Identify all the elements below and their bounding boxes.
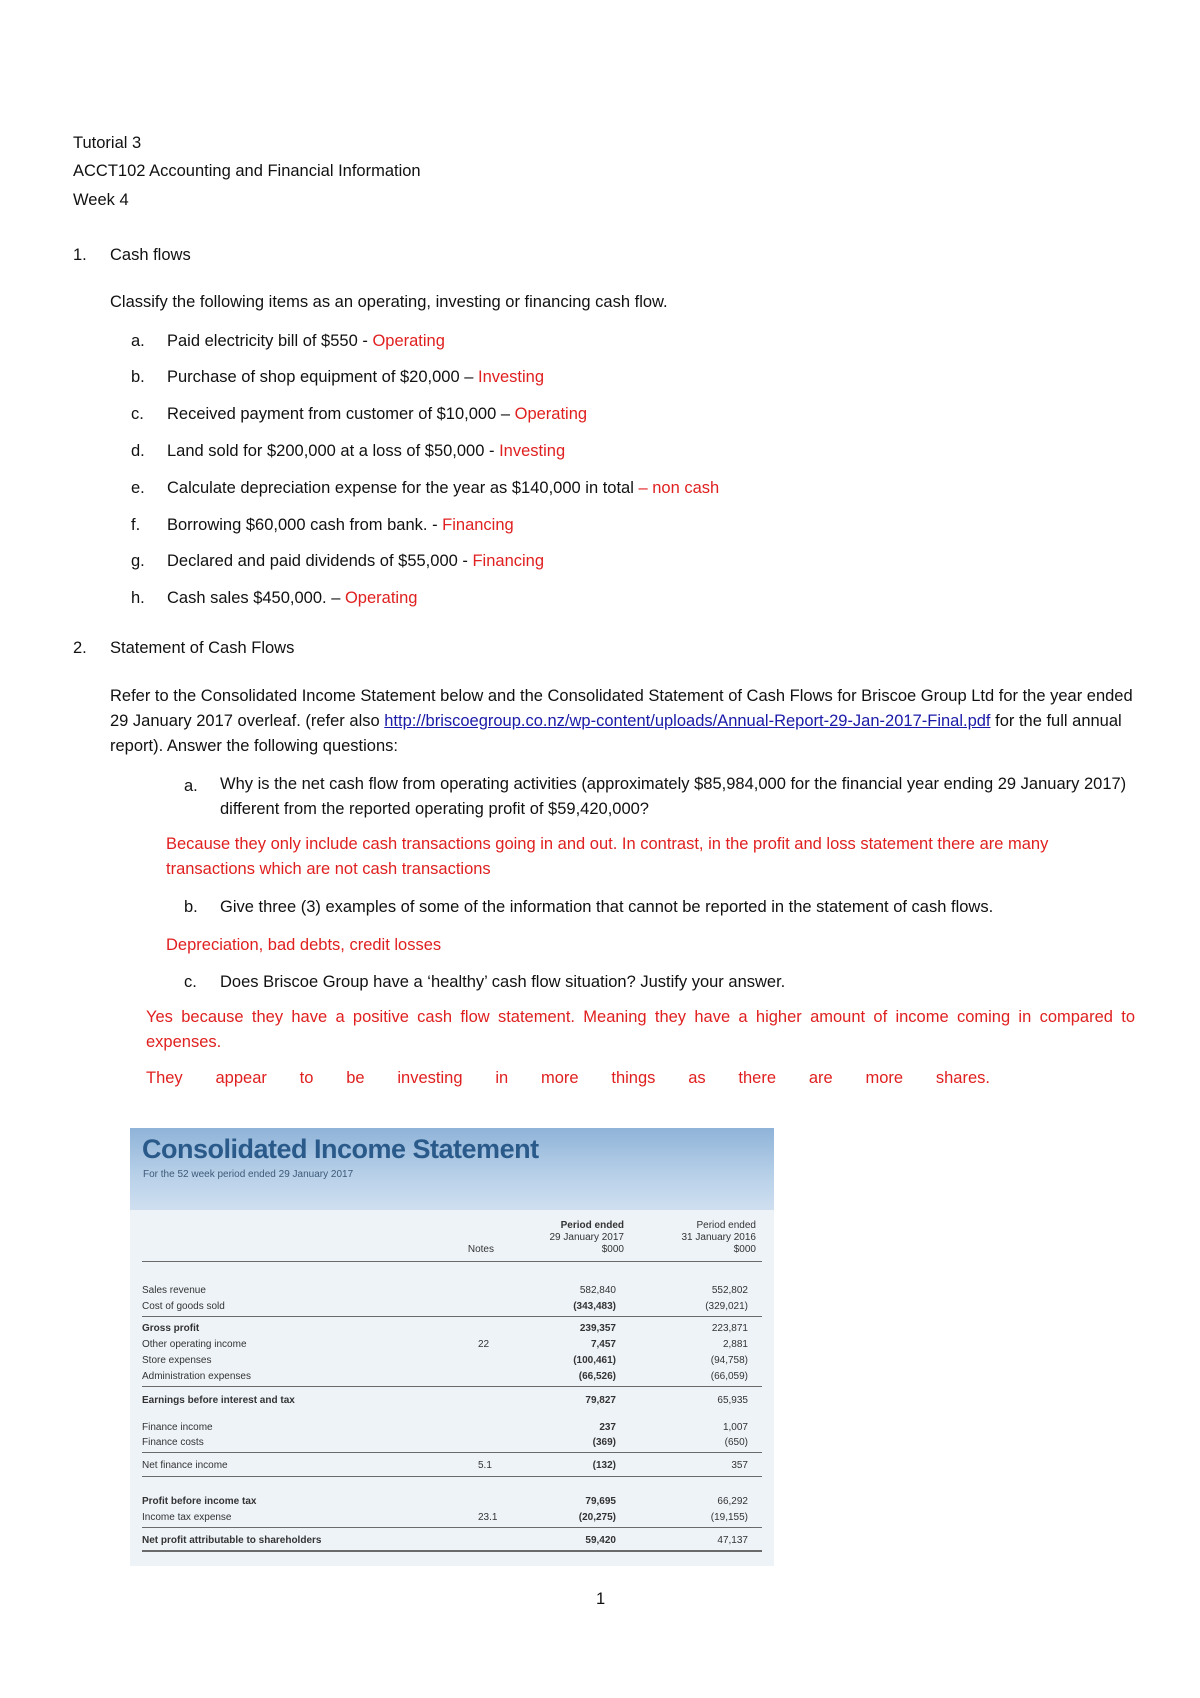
question-c-letter: c. xyxy=(184,973,197,991)
item-text: Purchase of shop equipment of $20,000 – xyxy=(167,368,478,386)
answer-a: Because they only include cash transactions going in and out. In contrast, in the profit and loss statement there are many transactions which are not cash transactions xyxy=(166,835,1049,878)
list-item xyxy=(131,403,587,425)
table-row: Earnings before interest and tax 79,827 65,935 xyxy=(142,1395,748,1406)
section2-title: Statement of Cash Flows xyxy=(110,639,295,657)
table-row: Sales revenue 582,840 552,802 xyxy=(142,1285,748,1296)
item-text: Received payment from customer of $10,000 – xyxy=(167,405,515,423)
table-divider xyxy=(142,1261,762,1262)
table-row: Finance income 237 1,007 xyxy=(142,1422,748,1433)
list-item xyxy=(131,477,719,499)
item-answer: Financing xyxy=(442,516,514,534)
list-item xyxy=(131,330,445,352)
item-answer: Investing xyxy=(477,368,545,386)
item-text: Cash sales $450,000. – xyxy=(167,589,345,607)
item-letter: a. xyxy=(131,332,145,350)
col-notes-header: Notes xyxy=(467,1244,494,1255)
item-text: Declared and paid dividends of $55,000 - xyxy=(167,552,473,570)
table-row: Other operating income 22 7,457 2,881 xyxy=(142,1339,748,1350)
page-number: 1 xyxy=(596,1590,606,1608)
col-2017-header: Period ended 29 January 2017 $000 xyxy=(549,1220,624,1255)
item-text: Borrowing $60,000 cash from bank. - xyxy=(167,516,443,534)
intro-text-end: for the full annual report). Answer the following questions: xyxy=(110,712,1122,755)
table-row: Cost of goods sold (343,483) (329,021) xyxy=(142,1301,748,1312)
section1-number: 1. xyxy=(73,246,87,264)
table-row: Finance costs (369) (650) xyxy=(142,1437,748,1448)
item-answer: Financing xyxy=(472,552,545,570)
question-c-text: Does Briscoe Group have a ‘healthy’ cash flow situation? Justify your answer. xyxy=(220,973,786,991)
item-letter: b. xyxy=(131,368,145,386)
list-item xyxy=(131,514,514,536)
item-letter: e. xyxy=(131,479,145,497)
table-divider xyxy=(142,1452,762,1453)
table-divider xyxy=(142,1550,762,1552)
table-divider xyxy=(142,1316,762,1317)
item-letter: h. xyxy=(131,589,145,607)
intro-text: Refer to the Consolidated Income Statement below and the Consolidated Statement of Cash Flows for Briscoe Group Ltd for the year ended 29 January 2017 overleaf. (refer also xyxy=(110,687,1133,730)
income-statement-banner xyxy=(130,1128,774,1210)
section1-instruction: Classify the following items as an operating, investing or financing cash flow. xyxy=(110,293,668,311)
answer-b: Depreciation, bad debts, credit losses xyxy=(166,936,442,954)
question-a-letter: a. xyxy=(184,777,198,795)
table-row: Administration expenses (66,526) (66,059) xyxy=(142,1371,748,1382)
item-answer: Operating xyxy=(514,405,588,423)
item-answer: Investing xyxy=(499,442,566,460)
answer-c-1: Yes because they have a positive cash flow statement. Meaning they have a higher amount of income coming in compared to expenses. xyxy=(146,1008,1135,1051)
table-row: Gross profit 239,357 223,871 xyxy=(142,1323,748,1334)
course-title: ACCT102 Accounting and Financial Information xyxy=(73,162,421,180)
table-row: Net profit attributable to shareholders 59,420 47,137 xyxy=(142,1535,748,1546)
item-letter: c. xyxy=(131,405,144,423)
item-text: Land sold for $200,000 at a loss of $50,000 - xyxy=(167,442,500,460)
question-a-text: Why is the net cash flow from operating activities (approximately $85,984,000 for the financial year ending 29 January 2017) different from the reported operating profit of $59,420,000? xyxy=(220,775,1127,818)
item-letter: g. xyxy=(131,552,145,570)
table-divider xyxy=(142,1527,762,1528)
list-item xyxy=(131,587,417,609)
list-item xyxy=(131,550,544,572)
week-label: Week 4 xyxy=(73,191,129,209)
section2-number: 2. xyxy=(73,639,87,657)
item-answer: Operating xyxy=(344,589,418,607)
col-2016-header: Period ended 31 January 2016 $000 xyxy=(681,1220,756,1255)
income-statement-title: Consolidated Income Statement xyxy=(142,1134,539,1164)
item-answer: Operating xyxy=(372,332,445,350)
section2-intro xyxy=(110,684,1135,759)
list-item xyxy=(131,440,565,462)
question-b-text: Give three (3) examples of some of the information that cannot be reported in the statement of cash flows. xyxy=(220,898,994,916)
list-item xyxy=(131,366,544,388)
section1-title: Cash flows xyxy=(110,246,191,264)
item-text: Calculate depreciation expense for the year as $140,000 in total xyxy=(167,479,639,497)
answer-c-2: They appear to be investing in more things as there are more shares. xyxy=(146,1069,990,1087)
table-row: Store expenses (100,461) (94,758) xyxy=(142,1355,748,1366)
item-letter: f. xyxy=(131,516,141,534)
item-answer: – non cash xyxy=(638,479,720,497)
doc-title: Tutorial 3 xyxy=(73,134,142,152)
question-b-letter: b. xyxy=(184,898,198,916)
income-statement-subtitle: For the 52 week period ended 29 January 2017 xyxy=(143,1169,354,1180)
income-statement-image xyxy=(130,1128,774,1566)
table-row: Income tax expense 23.1 (20,275) (19,155) xyxy=(142,1512,748,1523)
item-letter: d. xyxy=(131,442,145,460)
table-divider xyxy=(142,1386,762,1387)
table-row: Profit before income tax 79,695 66,292 xyxy=(142,1496,748,1507)
item-text: Paid electricity bill of $550 - xyxy=(167,332,373,350)
table-divider xyxy=(142,1476,762,1477)
annual-report-link[interactable]: http://briscoegroup.co.nz/wp-content/uploads/Annual-Report-29-Jan-2017-Final.pdf xyxy=(384,712,991,730)
table-row: Net finance income 5.1 (132) 357 xyxy=(142,1460,748,1471)
